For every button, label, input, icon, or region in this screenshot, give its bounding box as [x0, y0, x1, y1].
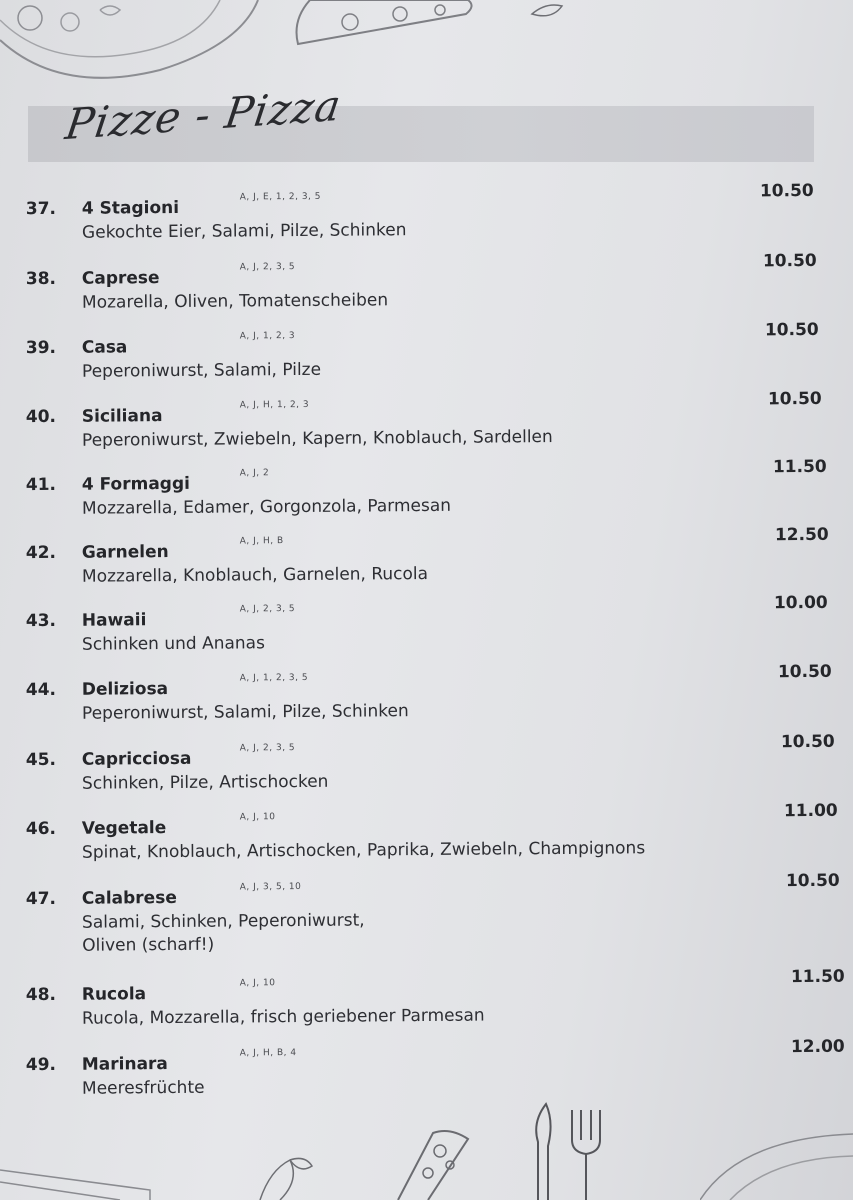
item-allergens: A, J, H, B, 4: [239, 1048, 297, 1059]
item-number: 37.: [25, 198, 57, 220]
item-allergens: A, J, 1, 2, 3, 5: [239, 672, 309, 684]
item-number: 48.: [25, 984, 57, 1006]
menu-item: [0, 661, 853, 747]
item-description: [82, 219, 407, 245]
item-allergens: A, J, E, 1, 2, 3, 5: [239, 191, 322, 203]
item-number: 46.: [25, 818, 57, 840]
item-description-line: Mozzarella, Edamer, Gorgonzola, Parmesan: [81, 495, 452, 519]
menu-item: [0, 800, 853, 886]
item-price: 10.50: [785, 870, 840, 892]
item-description: [82, 289, 388, 314]
item-description-line: Oliven (scharf!): [82, 934, 215, 956]
item-number: 44.: [25, 679, 57, 701]
menu-item: [0, 524, 853, 610]
item-allergens: A, J, 10: [239, 812, 276, 823]
item-description: [82, 1077, 205, 1101]
item-price: 10.50: [767, 388, 822, 410]
item-number: 43.: [25, 610, 57, 632]
menu-item: [0, 319, 853, 405]
item-number: 42.: [25, 542, 57, 564]
item-name: Rucola: [81, 984, 147, 1005]
item-price: 10.50: [780, 731, 835, 753]
item-description: [82, 771, 329, 796]
menu-item: [0, 250, 853, 336]
item-number: 38.: [25, 268, 57, 290]
menu-item: [0, 870, 853, 956]
item-price: 11.50: [772, 456, 827, 478]
item-price: 11.00: [783, 800, 838, 822]
item-description: [82, 563, 428, 589]
item-price: 11.50: [790, 966, 845, 988]
item-description-line: Peperoniwurst, Salami, Pilze: [81, 359, 322, 382]
item-allergens: A, J, 2: [239, 468, 270, 479]
item-name: 4 Stagioni: [81, 197, 180, 219]
item-description: [82, 700, 409, 726]
pizza-slice-sketch-bottom: [388, 1125, 478, 1200]
item-name: Marinara: [81, 1054, 168, 1075]
item-name: Calabrese: [81, 887, 177, 909]
item-number: 45.: [25, 749, 57, 771]
leaf-sketch-top: [528, 0, 568, 22]
item-description: [82, 632, 265, 656]
item-description: [82, 495, 451, 521]
pizza-slice-sketch-top: [290, 0, 480, 52]
item-number: 40.: [25, 406, 57, 428]
item-name: Casa: [81, 337, 128, 358]
item-description: [82, 359, 321, 384]
knife-icon: [528, 1102, 558, 1200]
plate-sketch: [0, 0, 260, 90]
item-allergens: A, J, 2, 3, 5: [239, 262, 296, 273]
item-name: Caprese: [81, 268, 160, 289]
item-allergens: A, J, 2, 3, 5: [239, 604, 296, 615]
item-name: Capricciosa: [81, 748, 192, 770]
item-allergens: A, J, 2, 3, 5: [239, 743, 296, 754]
herb-sketch: [250, 1150, 320, 1200]
item-price: 10.50: [764, 319, 819, 341]
item-description-line: Salami, Schinken, Peperoniwurst,: [81, 910, 365, 933]
item-description-line: Peperoniwurst, Zwiebeln, Kapern, Knoblauch, Sardellen: [81, 427, 553, 451]
item-description: [82, 837, 645, 864]
menu-item: [0, 966, 853, 1052]
item-name: Vegetale: [81, 818, 167, 839]
item-price: 10.50: [759, 180, 814, 202]
item-price: 12.00: [790, 1036, 845, 1058]
item-description-line: Rucola, Mozzarella, frisch geriebener Parmesan: [81, 1005, 485, 1029]
item-price: 10.00: [773, 592, 828, 614]
item-price: 10.50: [762, 250, 817, 272]
item-description-line: Spinat, Knoblauch, Artischocken, Paprika, Zwiebeln, Champignons: [81, 838, 646, 863]
item-name: Hawaii: [81, 610, 147, 631]
item-allergens: A, J, 10: [239, 978, 276, 989]
menu-item: [0, 388, 853, 474]
item-name: Siciliana: [81, 406, 163, 427]
item-description: [82, 426, 553, 453]
item-price: 10.50: [777, 661, 832, 683]
item-name: 4 Formaggi: [81, 473, 190, 495]
item-description-line: Peperoniwurst, Salami, Pilze, Schinken: [81, 701, 409, 724]
item-description-line: Meeresfrüchte: [81, 1077, 205, 1099]
menu-item: [0, 592, 853, 678]
item-allergens: A, J, H, B: [239, 536, 284, 547]
item-description-line: Schinken und Ananas: [81, 633, 265, 655]
fork-icon: [566, 1110, 606, 1200]
item-name: Garnelen: [81, 542, 169, 563]
item-number: 39.: [25, 337, 57, 359]
item-description-line: Mozarella, Oliven, Tomatenscheiben: [81, 290, 389, 313]
item-number: 49.: [25, 1054, 57, 1076]
item-allergens: A, J, 3, 5, 10: [239, 881, 302, 893]
item-number: 47.: [25, 888, 57, 910]
board-sketch: [0, 1160, 160, 1200]
plate-sketch-bottom: [700, 1128, 853, 1200]
item-number: 41.: [25, 474, 57, 496]
item-description-line: Schinken, Pilze, Artischocken: [81, 771, 329, 794]
menu-item: [0, 731, 853, 817]
section-title: Pizze - Pizza: [62, 80, 345, 150]
menu-item: [0, 1036, 853, 1122]
menu-item: [0, 180, 853, 266]
item-allergens: A, J, 1, 2, 3: [239, 331, 296, 342]
item-description: [82, 909, 365, 957]
item-allergens: A, J, H, 1, 2, 3: [239, 399, 310, 411]
item-description: [82, 1005, 485, 1031]
item-description-line: Gekochte Eier, Salami, Pilze, Schinken: [81, 220, 407, 243]
item-name: Deliziosa: [81, 679, 169, 700]
menu-item: [0, 456, 853, 542]
item-price: 12.50: [774, 524, 829, 546]
item-description-line: Mozzarella, Knoblauch, Garnelen, Rucola: [81, 563, 429, 587]
